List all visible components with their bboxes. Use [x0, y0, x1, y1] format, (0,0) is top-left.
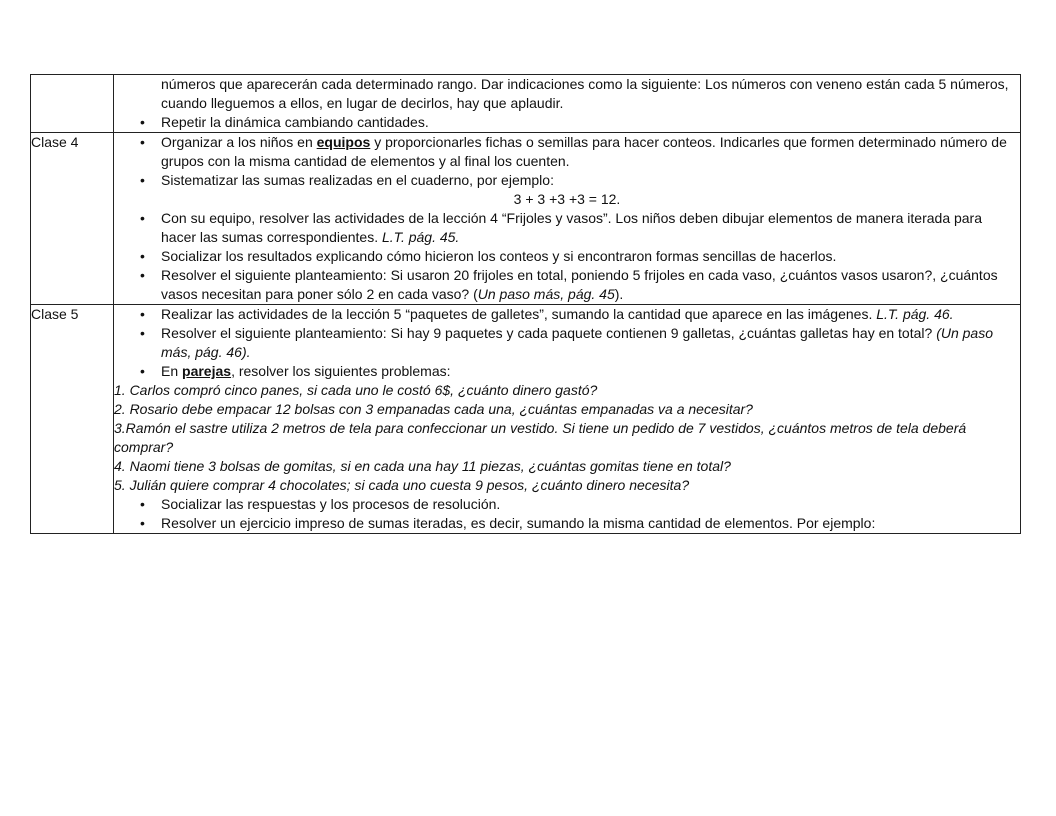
book-reference: L.T. pág. 46.: [876, 306, 954, 322]
equation: 3 + 3 +3 +3 = 12.: [513, 191, 621, 207]
list-item: • Repetir la dinámica cambiando cantidades.: [114, 113, 1020, 132]
class-content: [114, 305, 1021, 534]
list-item: • Resolver el siguiente planteamiento: Si hay 9 paquetes y cada paquete contienen 9 galletas, ¿cuántas galletas hay en total? (Un paso más, pág. 46).: [114, 324, 1020, 362]
problem-item: 5. Julián quiere comprar 4 chocolates; si cada uno cuesta 9 pesos, ¿cuánto dinero necesita?: [114, 477, 690, 493]
class-label: Clase 5: [31, 305, 114, 534]
list-item: • Realizar las actividades de la lección 5 “paquetes de galletes”, sumando la cantidad que aparece en las imágenes. L.T. pág. 46.: [114, 305, 1020, 324]
emphasis-text: equipos: [316, 134, 371, 150]
continued-text: números que aparecerán cada determinado rango. Dar indicaciones como la siguiente: Los números con veneno están cada 5 números, cuando lleguemos a ellos, en lugar de decirlos, hay que aplaudir.: [161, 76, 1009, 111]
problem-item: 3.Ramón el sastre utiliza 2 metros de tela para confeccionar un vestido. Si tiene un pedido de 7 vestidos, ¿cuántos metros de tela deberá comprar?: [114, 420, 967, 455]
list-item: • Resolver un ejercicio impreso de sumas iteradas, es decir, sumando la misma cantidad de elementos. Por ejemplo:: [114, 514, 1020, 533]
class-label: Clase 4: [31, 133, 114, 305]
emphasis-text: parejas: [182, 363, 232, 379]
list-item: • Con su equipo, resolver las actividades de la lección 4 “Frijoles y vasos”. Los niños deben dibujar elementos de manera iterada para hacer las sumas correspondientes. L.T. pág. 45.: [114, 209, 1020, 247]
class-content-continuation: [114, 75, 1021, 133]
problem-item: 4. Naomi tiene 3 bolsas de gomitas, si en cada una hay 11 piezas, ¿cuántas gomitas tiene en total?: [114, 458, 731, 474]
table-row-continuation: [31, 75, 1021, 133]
problem-item: 1. Carlos compró cinco panes, si cada uno le costó 6$, ¿cuánto dinero gastó?: [114, 382, 598, 398]
list-item: • Socializar los resultados explicando cómo hicieron los conteos y si encontraron formas sencillas de hacerlos.: [114, 247, 1020, 266]
list-item: • Organizar a los niños en equipos y proporcionarles fichas o semillas para hacer conteos. Indicarles que formen determinado número de grupos con la misma cantidad de elementos y al final los cuenten.: [114, 133, 1020, 171]
class-label-empty: [31, 75, 114, 133]
list-item: • Resolver el siguiente planteamiento: Si usaron 20 frijoles en total, poniendo 5 frijoles en cada vaso, ¿cuántos vasos usaron?, ¿cuántos vasos necesitan para poner sólo 2 en cada vaso? (Un paso más, pág. 45).: [114, 266, 1020, 304]
table-row-clase-4: [31, 133, 1021, 305]
list-item: • Socializar las respuestas y los procesos de resolución.: [114, 495, 1020, 514]
book-reference: Un paso más, pág. 45: [477, 286, 615, 302]
book-reference: L.T. pág. 45.: [382, 229, 460, 245]
class-content: [114, 133, 1021, 305]
lesson-plan-table: [30, 74, 1021, 534]
book-reference: (Un paso más, pág. 46).: [161, 325, 993, 360]
problem-item: 2. Rosario debe empacar 12 bolsas con 3 empanadas cada una, ¿cuántas empanadas va a necesitar?: [114, 401, 753, 417]
list-item: • En parejas, resolver los siguientes problemas:: [114, 362, 1020, 381]
table-row-clase-5: [31, 305, 1021, 534]
list-item: • Sistematizar las sumas realizadas en el cuaderno, por ejemplo:: [114, 171, 1020, 190]
